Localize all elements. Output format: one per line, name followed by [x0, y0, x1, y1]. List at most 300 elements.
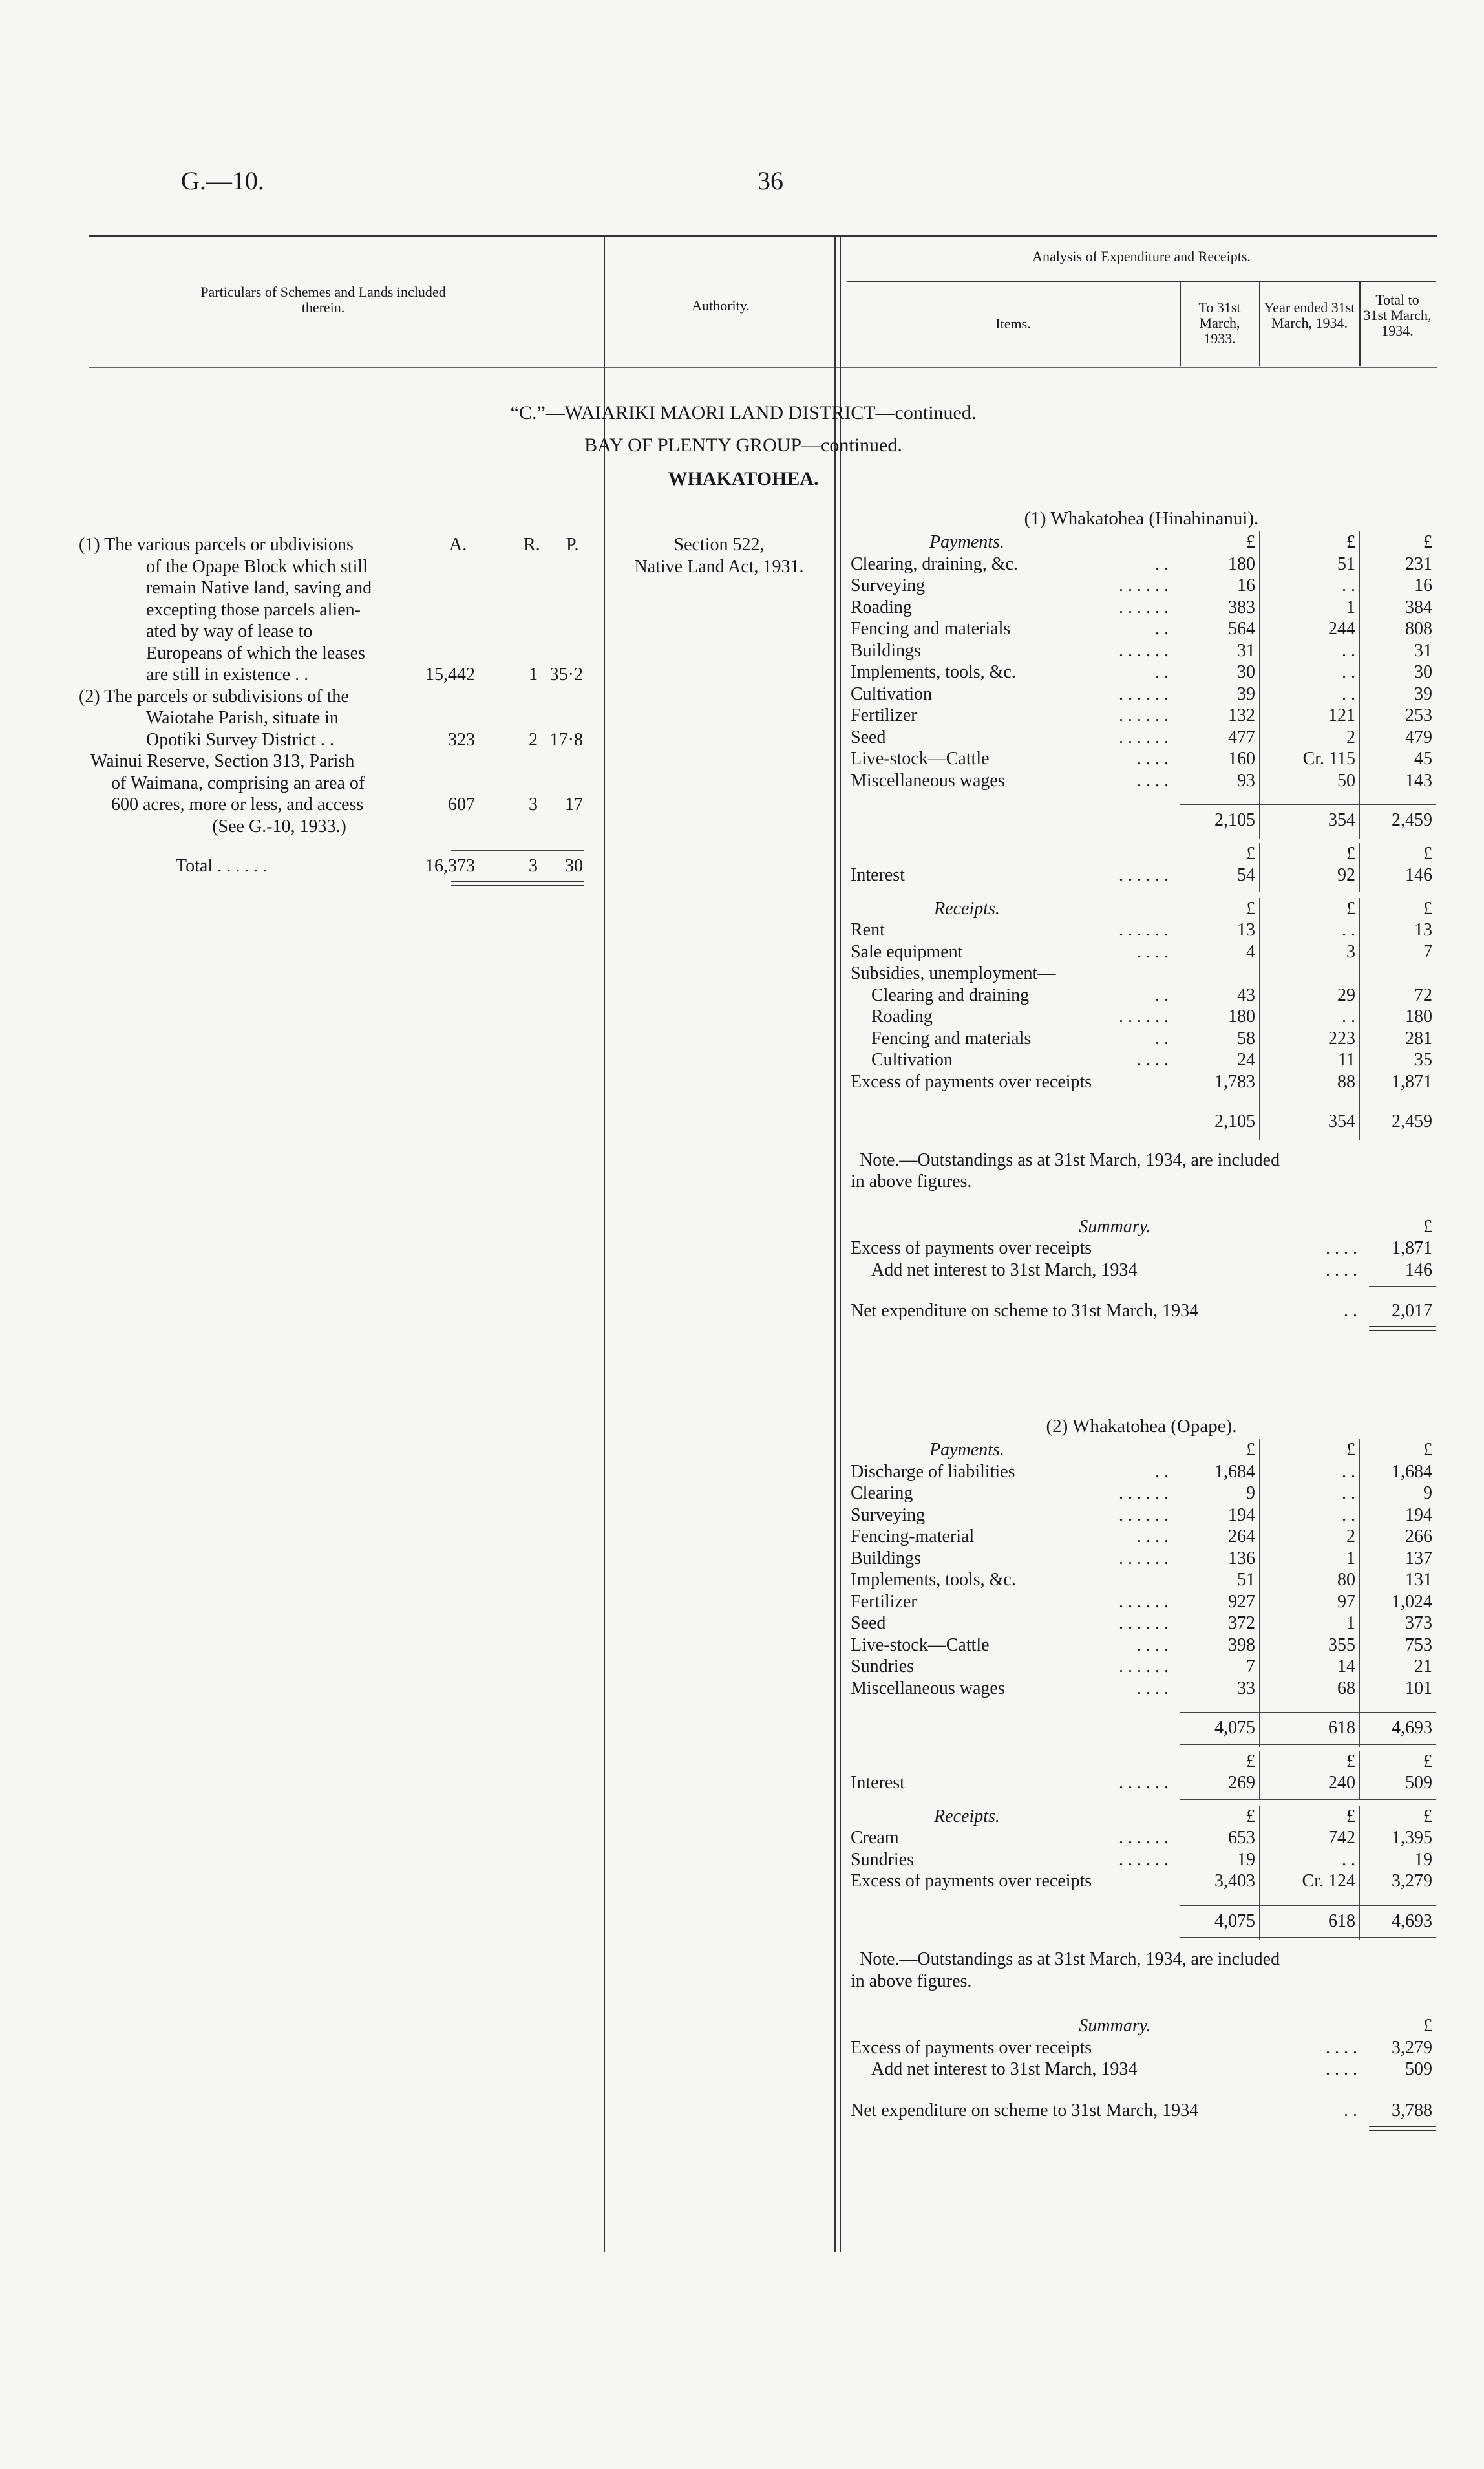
scheme1-summary-0-value: 1,871 [1392, 1238, 1432, 1258]
scheme2-summary-0-value: 3,279 [1392, 2037, 1432, 2058]
scheme2-interest-year1934: 240 [1328, 1773, 1355, 1793]
scheme1-interest-total: 146 [1405, 865, 1432, 885]
scheme2-interest-total: 509 [1405, 1773, 1432, 1793]
scheme2-receipt-2-to1933: 3,403 [1214, 1871, 1255, 1891]
scheme2-summary-1-value: 509 [1405, 2059, 1432, 2079]
scheme1-payments-label: Payments. [929, 532, 1004, 552]
scheme2-payment-6-to1933: 927 [1228, 1591, 1255, 1612]
lands-item-0-perches: 35·2 [549, 665, 583, 685]
scheme1-payment-2-total: 384 [1405, 597, 1432, 617]
scheme2-payments-total-year1934: 618 [1328, 1718, 1355, 1738]
lands-total-roods: 3 [529, 856, 538, 876]
scheme2-payment-0-total: 1,684 [1392, 1461, 1432, 1482]
table-head-bottom-rule [89, 367, 1437, 368]
scheme1-payment-8-label: Seed [851, 727, 886, 747]
lands-item-0-line-2: remain Native land, saving and [146, 578, 372, 598]
scheme2-summary-0-label: Excess of payments over receipts [851, 2037, 1092, 2058]
scheme2-payment-4-label: Buildings [851, 1548, 921, 1568]
scheme2-payment-7-leader: . . . . . . [1119, 1613, 1169, 1633]
scheme2-payment-10-label: Miscellaneous wages [851, 1678, 1005, 1698]
scheme2-payment-6-leader: . . . . . . [1119, 1591, 1169, 1612]
scheme2-receipts-total-year1934: 618 [1328, 1910, 1355, 1931]
scheme1-payment-9-total: 45 [1414, 749, 1432, 769]
scheme2-payment-6-label: Fertilizer [851, 1591, 917, 1612]
scheme2-summary-pound: £ [1423, 2016, 1432, 2036]
scheme1-payment-7-total: 253 [1405, 705, 1432, 725]
scheme1-payments-subtotal-rule [1180, 804, 1436, 805]
scheme2-net-value: 3,788 [1392, 2100, 1432, 2121]
scheme2-payment-1-leader: . . . . . . [1119, 1483, 1169, 1503]
scheme1-receipt-3-year1934: 29 [1337, 985, 1355, 1005]
scheme2-interest-header-pound-a: £ [1246, 1751, 1255, 1771]
scheme1-summary-1-leader: . . . . [1326, 1259, 1357, 1280]
authority-line-2: Native Land Act, 1931. [634, 556, 804, 577]
scheme2-payment-2-leader: . . . . . . [1119, 1504, 1169, 1525]
scheme2-payments-header-pound-c: £ [1423, 1440, 1432, 1460]
lands-head-p: P. [566, 535, 579, 555]
scheme1-receipt-0-year1934: . . [1342, 920, 1355, 940]
scheme1-payment-9-label: Live-stock—Cattle [851, 749, 990, 769]
scheme1-receipt-2-label: Subsidies, unemployment— [851, 963, 1056, 983]
lands-item-1-roods: 2 [529, 729, 538, 750]
lands-item-1-acres: 323 [448, 729, 475, 750]
scheme1-payment-4-to1933: 31 [1237, 640, 1255, 661]
scheme1-note-line-1: Note.—Outstandings as at 31st March, 1934, are included [860, 1149, 1280, 1170]
scheme1-receipt-5-to1933: 58 [1237, 1028, 1255, 1049]
scheme2-payments-header-pound-a: £ [1246, 1440, 1255, 1460]
scheme2-payment-1-label: Clearing [851, 1483, 913, 1503]
lands-item-0-line-0: (1) The various parcels or ubdivisions [79, 535, 354, 555]
scheme1-payment-10-year1934: 50 [1337, 770, 1355, 791]
scheme1-payment-7-leader: . . . . . . [1119, 705, 1169, 725]
scheme1-payment-4-year1934: . . [1342, 640, 1355, 661]
column-header-authority: Authority. [692, 297, 750, 314]
scheme2-payment-3-year1934: 2 [1346, 1526, 1355, 1546]
lands-item-0-line-5: Europeans of which the leases [146, 643, 365, 663]
scheme1-receipt-3-leader: . . [1155, 985, 1169, 1005]
scheme1-payment-6-to1933: 39 [1237, 683, 1255, 704]
scheme1-summary-0-label: Excess of payments over receipts [851, 1238, 1092, 1258]
scheme1-payments-vline-1 [1259, 531, 1260, 839]
scheme2-receipts-vline-1 [1259, 1806, 1260, 1940]
scheme1-payment-2-year1934: 1 [1346, 597, 1355, 617]
lands-head-r: R. [524, 535, 540, 555]
scheme2-receipt-0-to1933: 653 [1228, 1828, 1255, 1848]
scheme2-interest-to1933: 269 [1228, 1773, 1255, 1793]
scheme2-payment-8-total: 753 [1405, 1634, 1432, 1655]
scheme1-summary-1-value: 146 [1405, 1259, 1432, 1280]
scheme2-payment-7-to1933: 372 [1228, 1613, 1255, 1633]
authority-line-1: Section 522, [673, 535, 765, 555]
authority-text [604, 534, 834, 577]
scheme1-payment-0-total: 231 [1405, 553, 1432, 574]
scheme1-payment-5-leader: . . [1155, 662, 1169, 682]
scheme2-payment-2-to1933: 194 [1228, 1504, 1255, 1525]
scheme1-interest-header-pound-c: £ [1423, 843, 1432, 864]
scheme1-payment-3-to1933: 564 [1228, 619, 1255, 639]
scheme2-summary-1-leader: . . . . [1326, 2059, 1357, 2079]
scheme1-payment-8-year1934: 2 [1346, 727, 1355, 747]
scheme1-receipts-header-pound-c: £ [1423, 898, 1432, 919]
scheme2-payments-vline-2 [1359, 1439, 1360, 1747]
scheme2-payment-1-total: 9 [1423, 1483, 1432, 1503]
scheme2-payment-8-year1934: 355 [1328, 1634, 1355, 1655]
scheme1-receipt-6-total: 35 [1414, 1050, 1432, 1070]
column-divider-authority [834, 235, 836, 2252]
scheme1-payment-3-label: Fencing and materials [851, 619, 1011, 639]
scheme2-payment-4-leader: . . . . . . [1119, 1548, 1169, 1568]
scheme1-net-label: Net expenditure on scheme to 31st March, 1934 [851, 1301, 1199, 1321]
scheme1-summary-0-leader: . . . . [1326, 1238, 1357, 1258]
scheme1-payment-1-total: 16 [1414, 575, 1432, 595]
scheme1-net-double-rule [1369, 1326, 1436, 1331]
scheme2-interest-header-pound-b: £ [1346, 1751, 1355, 1771]
scheme1-receipts-vline-1 [1259, 898, 1260, 1140]
scheme1-interest-vline-2 [1359, 843, 1360, 892]
scheme1-payments-header-pound-b: £ [1346, 532, 1355, 552]
column-header-to-1933: To 31st March, 1933. [1198, 299, 1241, 347]
scheme1-payment-0-label: Clearing, draining, &c. [851, 553, 1018, 574]
column-header-total-1934: Total to 31st March, 1934. [1363, 292, 1432, 339]
scheme2-net-label: Net expenditure on scheme to 31st March, 1934 [851, 2100, 1199, 2121]
scheme1-payment-6-leader: . . . . . . [1119, 683, 1169, 704]
scheme1-payment-10-label: Miscellaneous wages [851, 770, 1005, 791]
scheme2-payment-0-label: Discharge of liabilities [851, 1461, 1015, 1482]
scheme2-interest-vline-2 [1359, 1751, 1360, 1799]
scheme1-payment-1-to1933: 16 [1237, 575, 1255, 595]
scheme1-receipt-1-leader: . . . . [1137, 941, 1169, 962]
scheme2-title: (2) Whakatohea (Opape). [1046, 1416, 1237, 1437]
scheme2-payments-header-pound-b: £ [1346, 1440, 1355, 1460]
lands-item-1-line-2: Opotiki Survey District . . [146, 729, 334, 750]
lands-item-0-line-3: excepting those parcels alien- [146, 599, 361, 620]
scheme1-interest-year1934: 92 [1337, 865, 1355, 885]
scheme1-payment-7-to1933: 132 [1228, 705, 1255, 725]
scheme2-receipt-1-to1933: 19 [1237, 1849, 1255, 1870]
scheme1-payment-8-total: 479 [1405, 727, 1432, 747]
scheme1-payment-5-year1934: . . [1342, 662, 1355, 682]
lands-item-0-roods: 1 [529, 665, 538, 685]
scheme1-receipt-5-label: Fencing and materials [871, 1028, 1032, 1049]
scheme2-payment-3-to1933: 264 [1228, 1526, 1255, 1546]
scheme2-payment-5-year1934: 80 [1337, 1570, 1355, 1590]
lands-item-0-line-4: ated by way of lease to [146, 621, 313, 641]
scheme2-receipt-2-total: 3,279 [1392, 1871, 1432, 1891]
scheme1-payment-2-label: Roading [851, 597, 912, 617]
scheme1-receipt-4-year1934: . . [1342, 1007, 1355, 1027]
scheme2-interest-leader: . . . . . . [1119, 1773, 1169, 1793]
scheme2-payment-2-year1934: . . [1342, 1504, 1355, 1525]
scheme2-payments-label: Payments. [929, 1440, 1004, 1460]
column-divider-year1934 [1359, 282, 1361, 366]
scheme1-receipt-3-total: 72 [1414, 985, 1432, 1005]
scheme1-interest-header-pound-a: £ [1246, 843, 1255, 864]
scheme1-receipt-6-leader: . . . . [1137, 1050, 1169, 1070]
lands-item-2-perches: 17 [565, 795, 583, 815]
scheme1-receipt-0-label: Rent [851, 920, 885, 940]
scheme1-payment-3-year1934: 244 [1328, 619, 1355, 639]
column-divider-to1933 [1259, 282, 1260, 366]
scheme1-receipts-total-to1933: 2,105 [1214, 1111, 1255, 1131]
scheme1-payment-6-year1934: . . [1342, 683, 1355, 704]
scheme2-net-leader: . . [1344, 2100, 1357, 2121]
column-divider-items [1180, 282, 1181, 366]
scheme1-receipts-label: Receipts. [934, 898, 1000, 919]
lands-total-label: Total . . . . . . [176, 856, 268, 876]
lands-total-double-rule [451, 881, 584, 886]
scheme2-payment-9-total: 21 [1414, 1656, 1432, 1676]
scheme1-payments-header-pound-a: £ [1246, 532, 1255, 552]
scheme1-payments-vline-2 [1359, 531, 1360, 839]
scheme1-payment-9-to1933: 160 [1228, 749, 1255, 769]
scheme2-payment-9-year1934: 14 [1337, 1656, 1355, 1676]
scheme2-interest-rule [1180, 1799, 1436, 1800]
lands-total-perches: 30 [565, 856, 583, 876]
scheme1-summary-1-label: Add net interest to 31st March, 1934 [871, 1259, 1138, 1280]
scheme2-payment-4-year1934: 1 [1346, 1548, 1355, 1568]
scheme2-receipt-0-label: Cream [851, 1828, 899, 1848]
scheme2-receipt-1-total: 19 [1414, 1849, 1432, 1870]
scheme1-payments-total-year1934: 354 [1328, 810, 1355, 830]
scheme2-interest-header-pound-c: £ [1423, 1751, 1432, 1771]
lands-item-0-line-1: of the Opape Block which still [146, 556, 368, 577]
scheme2-receipt-1-year1934: . . [1342, 1849, 1355, 1870]
scheme1-receipt-7-total: 1,871 [1392, 1071, 1432, 1092]
lands-item-2-line-0: Wainui Reserve, Section 313, Parish [90, 751, 355, 771]
scheme1-receipt-1-total: 7 [1423, 941, 1432, 962]
scheme1-payment-1-leader: . . . . . . [1119, 575, 1169, 595]
scheme2-note-line-2: in above figures. [851, 1971, 972, 1991]
scheme1-receipt-5-total: 281 [1405, 1028, 1432, 1049]
scheme2-payment-2-label: Surveying [851, 1504, 926, 1525]
scheme1-receipts-total-total: 2,459 [1392, 1111, 1432, 1131]
scheme2-payment-8-leader: . . . . [1137, 1634, 1169, 1655]
lands-item-2-line-3: (See G.-10, 1933.) [212, 816, 346, 837]
scheme1-note-line-2: in above figures. [851, 1171, 972, 1192]
scheme1-interest-leader: . . . . . . [1119, 865, 1169, 885]
scheme1-receipt-7-to1933: 1,783 [1214, 1071, 1255, 1092]
lands-item-0-acres: 15,442 [425, 665, 475, 685]
scheme1-payment-5-total: 30 [1414, 662, 1432, 682]
scheme2-payment-1-to1933: 9 [1246, 1483, 1255, 1503]
scheme1-net-value: 2,017 [1392, 1301, 1432, 1321]
scheme2-payment-5-label: Implements, tools, &c. [851, 1570, 1016, 1590]
column-divider-authority-double [840, 235, 841, 2252]
scheme2-payments-total-rule [1180, 1744, 1436, 1745]
column-header-items: Items. [995, 315, 1031, 332]
scheme1-receipt-6-to1933: 24 [1237, 1050, 1255, 1070]
scheme1-summary-pound: £ [1423, 1216, 1432, 1237]
scheme1-receipt-4-total: 180 [1405, 1007, 1432, 1027]
scheme2-payment-10-leader: . . . . [1137, 1678, 1169, 1698]
scheme1-payment-7-label: Fertilizer [851, 705, 917, 725]
scheme2-receipts-total-to1933: 4,075 [1214, 1910, 1255, 1931]
lands-item-2-roods: 3 [529, 795, 538, 815]
scheme1-payment-10-leader: . . . . [1137, 770, 1169, 791]
lands-item-2-line-2: 600 acres, more or less, and access [111, 795, 364, 815]
scheme1-interest-header-pound-b: £ [1346, 843, 1355, 864]
scheme1-receipt-4-label: Roading [871, 1007, 933, 1027]
scheme2-note-line-1: Note.—Outstandings as at 31st March, 1934, are included [860, 1949, 1280, 1969]
column-header-analysis: Analysis of Expenditure and Receipts. [1032, 248, 1251, 264]
scheme2-payment-2-total: 194 [1405, 1504, 1432, 1525]
scheme2-payment-4-to1933: 136 [1228, 1548, 1255, 1568]
scheme2-receipt-1-leader: . . . . . . [1119, 1849, 1169, 1870]
scheme1-payment-8-leader: . . . . . . [1119, 727, 1169, 747]
scheme2-payment-0-leader: . . [1155, 1461, 1169, 1482]
scheme2-payment-9-leader: . . . . . . [1119, 1656, 1169, 1676]
scheme2-summary-0-leader: . . . . [1326, 2037, 1357, 2058]
scheme1-receipt-3-to1933: 43 [1237, 985, 1255, 1005]
scheme1-payment-3-leader: . . [1155, 619, 1169, 639]
scheme1-payment-1-year1934: . . [1342, 575, 1355, 595]
scheme1-interest-to1933: 54 [1237, 865, 1255, 885]
scheme2-payment-7-label: Seed [851, 1613, 886, 1633]
scheme2-net-double-rule [1369, 2126, 1436, 2131]
scheme1-interest-vline-1 [1259, 843, 1260, 892]
scheme2-payment-0-year1934: . . [1342, 1461, 1355, 1482]
scheme2-interest-vline-1 [1259, 1751, 1260, 1799]
scheme1-receipt-3-label: Clearing and draining [871, 985, 1030, 1005]
scheme1-receipt-5-leader: . . [1155, 1028, 1169, 1049]
scheme2-receipts-vline-2 [1359, 1806, 1360, 1940]
scheme1-summary-label: Summary. [1079, 1216, 1151, 1237]
scheme1-receipt-1-to1933: 4 [1246, 941, 1255, 962]
scheme1-receipt-7-label: Excess of payments over receipts [851, 1071, 1092, 1092]
scheme1-payment-9-year1934: Cr. 115 [1302, 749, 1355, 769]
scheme2-payments-vline-1 [1259, 1439, 1260, 1747]
scheme1-payment-1-label: Surveying [851, 575, 926, 595]
lands-head-a: A. [449, 535, 467, 555]
scheme2-payments-total-total: 4,693 [1392, 1718, 1432, 1738]
scheme1-receipt-6-year1934: 11 [1338, 1050, 1355, 1070]
lands-item-1-line-0: (2) The parcels or subdivisions of the [79, 686, 349, 707]
scheme1-receipts-vline-2 [1359, 898, 1360, 1140]
scheme1-payment-10-total: 143 [1405, 770, 1432, 791]
scheme1-payment-4-leader: . . . . . . [1119, 640, 1169, 661]
scheme2-receipt-0-year1934: 742 [1328, 1828, 1355, 1848]
group-title: BAY OF PLENTY GROUP—continued. [584, 434, 902, 456]
scheme2-payment-10-total: 101 [1405, 1678, 1432, 1698]
scheme1-payment-4-total: 31 [1414, 640, 1432, 661]
scheme1-receipt-7-year1934: 88 [1337, 1071, 1355, 1092]
scheme2-payment-7-total: 373 [1405, 1613, 1432, 1633]
lands-total-rule [451, 850, 584, 851]
scheme1-payment-0-year1934: 51 [1337, 553, 1355, 574]
scheme1-receipt-1-year1934: 3 [1346, 941, 1355, 962]
scheme2-payment-3-total: 266 [1405, 1526, 1432, 1546]
lands-item-0-line-6: are still in existence . . [146, 665, 309, 685]
scheme1-receipt-6-label: Cultivation [871, 1050, 953, 1070]
scheme1-payment-3-total: 808 [1405, 619, 1432, 639]
lands-item-2-line-1: of Waimana, comprising an area of [111, 773, 365, 793]
scheme1-receipt-5-year1934: 223 [1328, 1028, 1355, 1049]
scheme2-interest-label: Interest [851, 1773, 905, 1793]
scheme2-payment-6-total: 1,024 [1392, 1591, 1432, 1612]
scheme1-payments-total-total: 2,459 [1392, 810, 1432, 830]
scheme2-payment-3-label: Fencing-material [851, 1526, 975, 1546]
scheme1-receipts-header-pound-b: £ [1346, 898, 1355, 919]
scheme2-payment-5-to1933: 51 [1237, 1570, 1255, 1590]
column-header-year-1934: Year ended 31st March, 1934. [1264, 299, 1355, 331]
scheme2-payment-5-total: 131 [1405, 1570, 1432, 1590]
scheme1-payments-header-pound-c: £ [1423, 532, 1432, 552]
scheme2-payment-4-total: 137 [1405, 1548, 1432, 1568]
page-number: 36 [758, 166, 783, 195]
scheme2-receipts-subtotal-rule [1180, 1905, 1436, 1906]
scheme2-payments-subtotal-rule [1180, 1712, 1436, 1713]
scheme1-payment-5-label: Implements, tools, &c. [851, 662, 1016, 682]
scheme2-payment-0-to1933: 1,684 [1214, 1461, 1255, 1482]
scheme2-payment-9-to1933: 7 [1246, 1656, 1255, 1676]
scheme1-payment-9-leader: . . . . [1137, 749, 1169, 769]
scheme2-payment-10-year1934: 68 [1337, 1678, 1355, 1698]
scheme1-receipt-0-leader: . . . . . . [1119, 920, 1169, 940]
scheme1-receipt-1-label: Sale equipment [851, 941, 963, 962]
scheme2-payment-6-year1934: 97 [1337, 1591, 1355, 1612]
scheme2-payment-9-label: Sundries [851, 1656, 914, 1676]
scheme2-payment-10-to1933: 33 [1237, 1678, 1255, 1698]
scheme1-receipt-4-leader: . . . . . . [1119, 1007, 1169, 1027]
scheme1-payment-2-leader: . . . . . . [1119, 597, 1169, 617]
scheme2-receipt-0-total: 1,395 [1392, 1828, 1432, 1848]
scheme1-payment-6-total: 39 [1414, 683, 1432, 704]
scheme1-payment-6-label: Cultivation [851, 683, 932, 704]
scheme1-payment-8-to1933: 477 [1228, 727, 1255, 747]
scheme1-payment-2-to1933: 383 [1228, 597, 1255, 617]
table-top-rule [89, 235, 1437, 237]
lands-item-1-line-1: Waiotahe Parish, situate in [146, 708, 339, 728]
scheme1-payment-7-year1934: 121 [1328, 705, 1355, 725]
scheme1-receipt-0-to1933: 13 [1237, 920, 1255, 940]
scheme1-net-leader: . . [1344, 1301, 1357, 1321]
scheme2-receipts-header-pound-b: £ [1346, 1806, 1355, 1826]
scheme1-receipts-header-pound-a: £ [1246, 898, 1255, 919]
scheme1-receipt-4-to1933: 180 [1228, 1007, 1255, 1027]
district-title: “C.”—WAIARIKI MAORI LAND DISTRICT—continued. [510, 402, 977, 423]
scheme1-summary-rule [1369, 1286, 1436, 1287]
scheme1-payment-0-to1933: 180 [1228, 553, 1255, 574]
scheme1-payment-10-to1933: 93 [1237, 770, 1255, 791]
scheme2-payment-7-year1934: 1 [1346, 1613, 1355, 1633]
scheme2-payment-8-to1933: 398 [1228, 1634, 1255, 1655]
lands-item-1-perches: 17·8 [549, 729, 583, 750]
scheme2-payment-1-year1934: . . [1342, 1483, 1355, 1503]
analysis-subhead-rule [847, 281, 1436, 282]
scheme2-receipts-total-total: 4,693 [1392, 1910, 1432, 1931]
scheme2-payment-3-leader: . . . . [1137, 1526, 1169, 1546]
scheme2-summary-label: Summary. [1079, 2016, 1151, 2036]
scheme2-receipt-1-label: Sundries [851, 1849, 914, 1870]
scheme1-payments-total-to1933: 2,105 [1214, 810, 1255, 830]
lands-item-2-acres: 607 [448, 795, 475, 815]
scheme2-receipts-label: Receipts. [934, 1806, 1000, 1826]
scheme2-receipts-header-pound-a: £ [1246, 1806, 1255, 1826]
scheme1-payment-5-to1933: 30 [1237, 662, 1255, 682]
scheme1-receipts-total-year1934: 354 [1328, 1111, 1355, 1131]
scheme1-title: (1) Whakatohea (Hinahinanui). [1024, 508, 1259, 529]
scheme2-receipt-2-label: Excess of payments over receipts [851, 1871, 1092, 1891]
scheme2-receipts-header-pound-c: £ [1423, 1806, 1432, 1826]
scheme2-receipts-total-rule [1180, 1937, 1436, 1938]
column-header-particulars: Particulars of Schemes and Lands included therein. [200, 284, 446, 315]
scheme2-summary-1-label: Add net interest to 31st March, 1934 [871, 2059, 1138, 2079]
scheme1-payment-4-label: Buildings [851, 640, 921, 661]
scheme1-receipt-0-total: 13 [1414, 920, 1432, 940]
lands-total-acres: 16,373 [425, 856, 475, 876]
scheme1-payment-0-leader: . . [1155, 553, 1169, 574]
scheme-title: WHAKATOHEA. [668, 468, 819, 489]
